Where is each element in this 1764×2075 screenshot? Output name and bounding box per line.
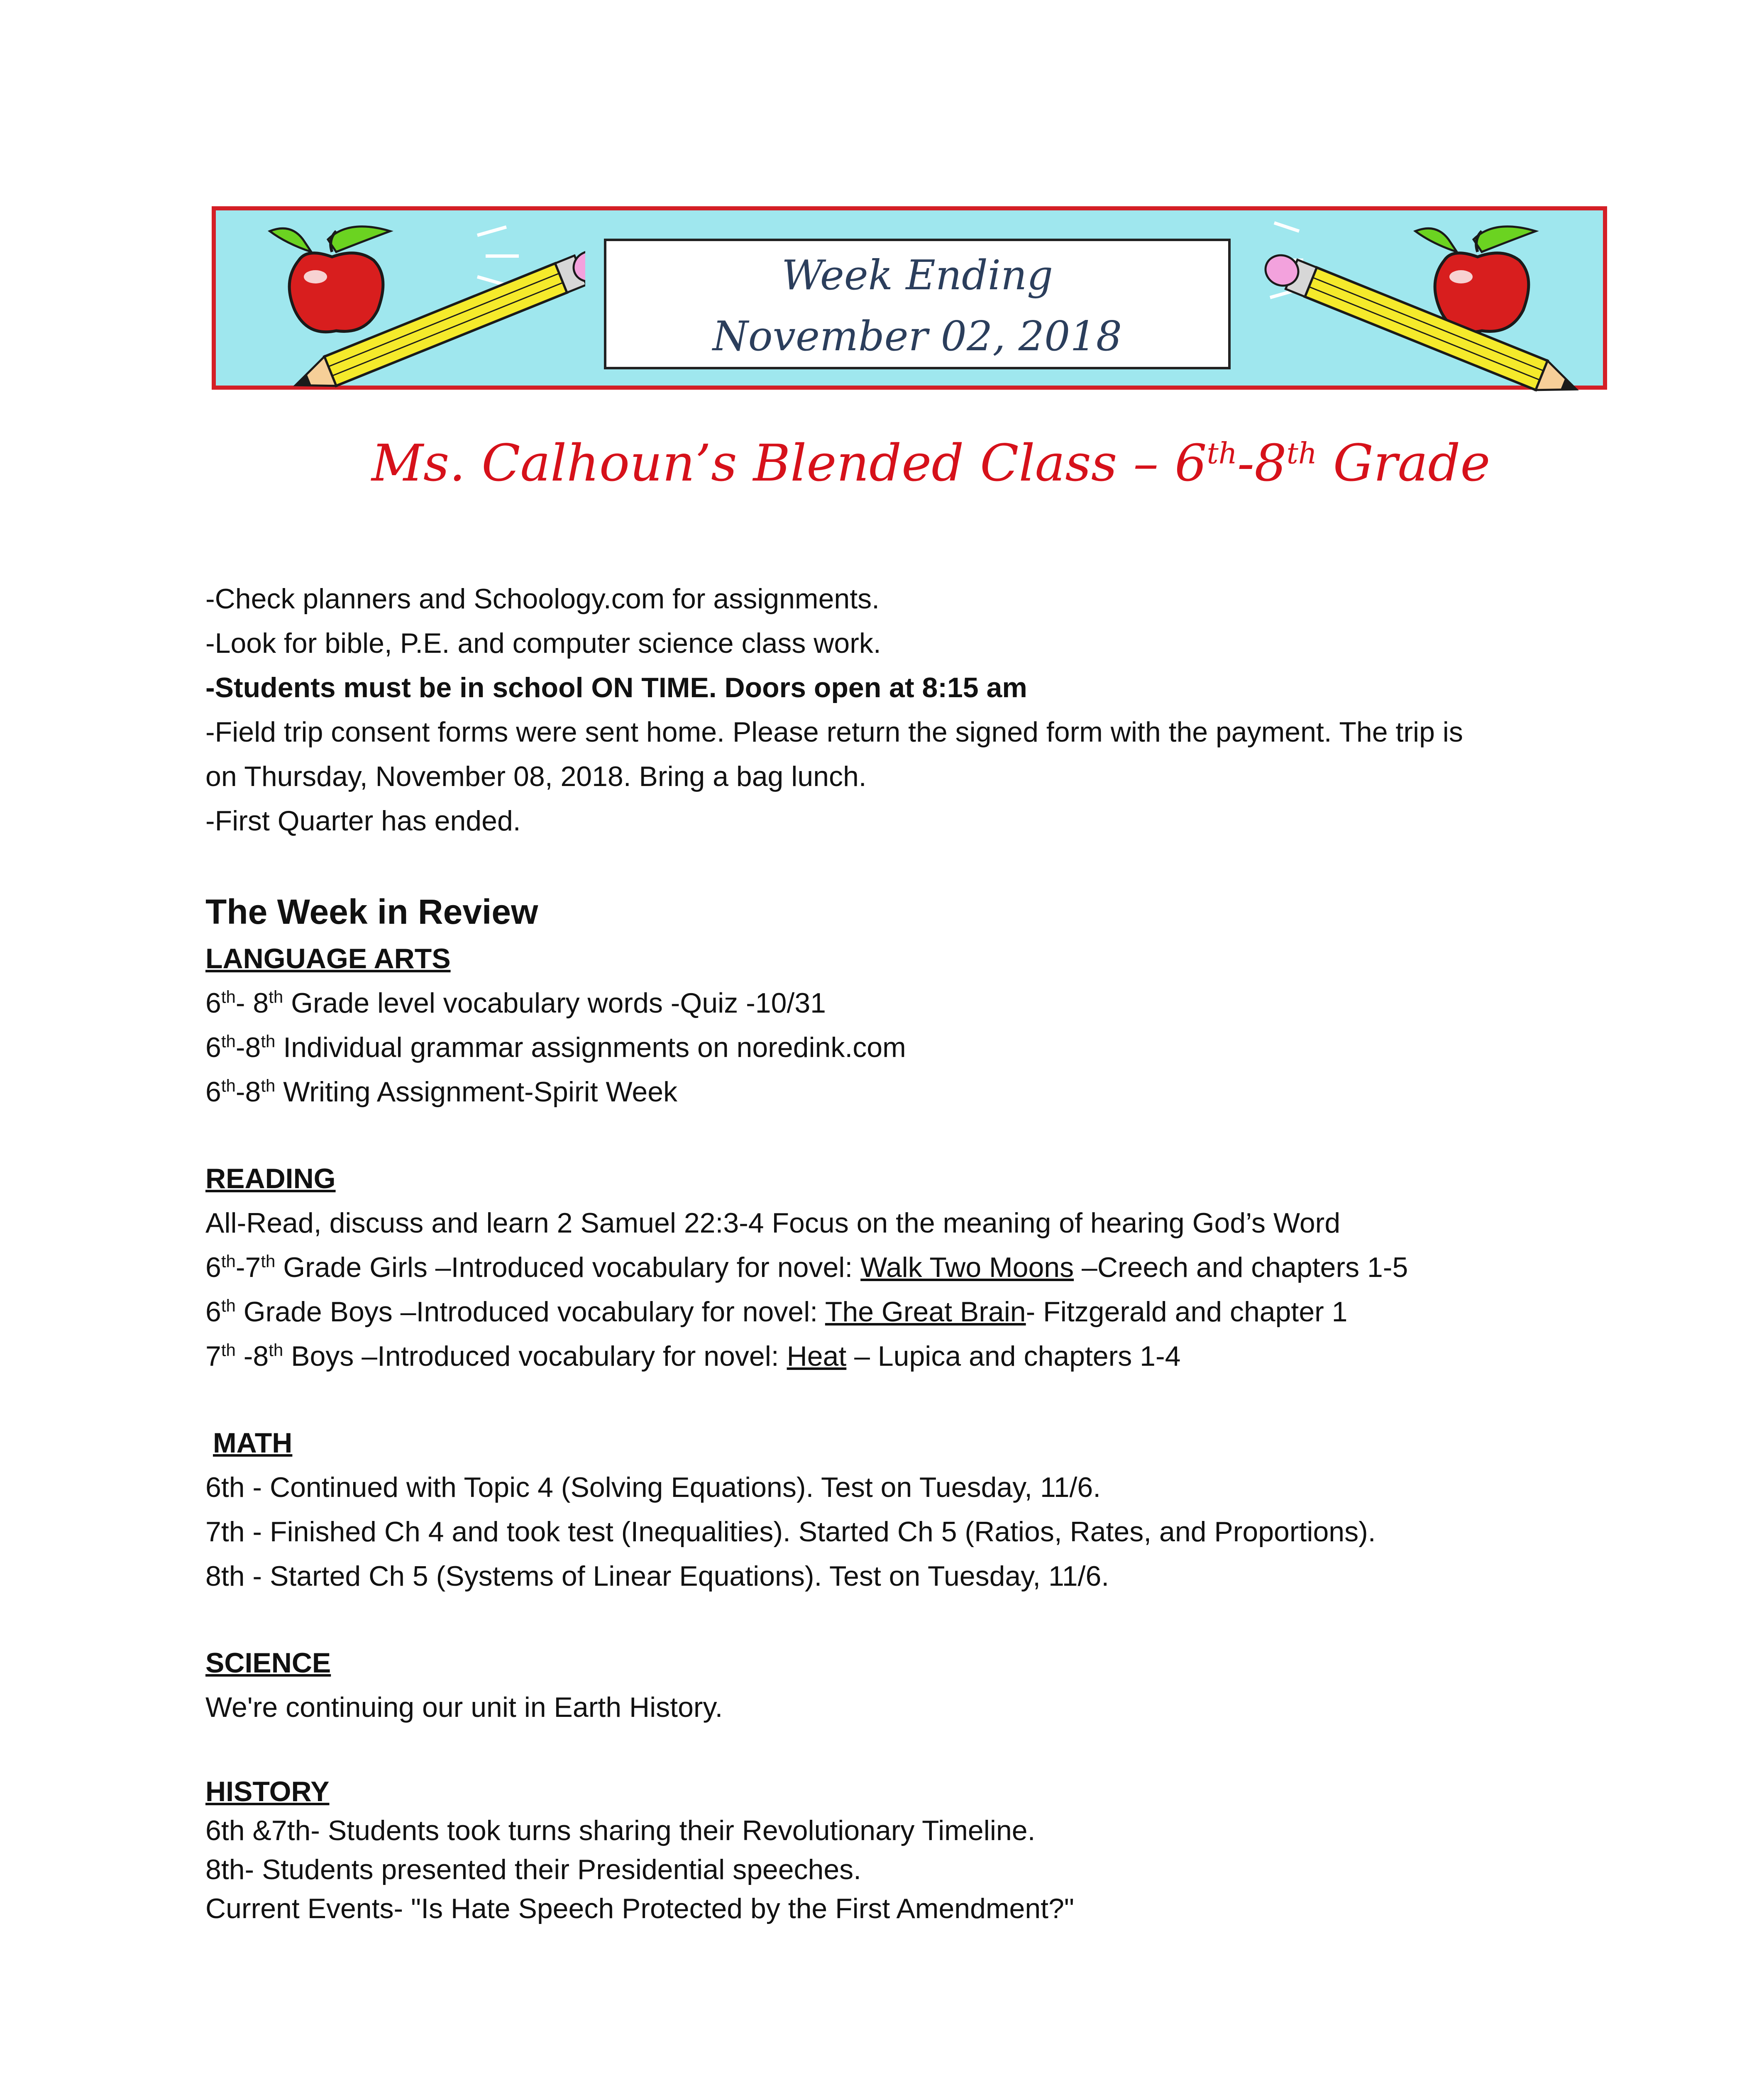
reading-line-1: All-Read, discuss and learn 2 Samuel 22:3-4 Focus on the meaning of hearing God’s Word (205, 1207, 1341, 1239)
title-suffix: Grade (1317, 434, 1490, 493)
notice-5: on Thursday, November 08, 2018. Bring a bag lunch. (205, 761, 867, 792)
notice-4: -Field trip consent forms were sent home. Please return the signed form with the payment. The trip is (205, 716, 1463, 748)
history-line-2: 8th- Students presented their Presidential speeches. (205, 1854, 862, 1885)
newsletter-body (205, 577, 1575, 1928)
title-prefix: Ms. Calhoun’s Blended Class – 6 (371, 434, 1207, 493)
book-walk-two-moons: Walk Two Moons (860, 1252, 1074, 1283)
reading-line-2: 6th-7th Grade Girls –Introduced vocabulary for novel: Walk Two Moons –Creech and chapters 1-5 (205, 1251, 1408, 1283)
math-heading: MATH (213, 1427, 293, 1459)
math-line-2: 7th - Finished Ch 4 and took test (Inequalities). Started Ch 5 (Ratios, Rates, and Proportions). (205, 1516, 1376, 1548)
title-sup2: th (1286, 436, 1317, 471)
history-line-3: Current Events- "Is Hate Speech Protected by the First Amendment?" (205, 1893, 1075, 1924)
language-arts-line-1: 6th- 8th Grade level vocabulary words -Quiz -10/31 (205, 987, 826, 1019)
book-heat: Heat (787, 1340, 847, 1372)
week-ending-box (604, 239, 1231, 369)
notice-6: -First Quarter has ended. (205, 805, 521, 837)
title-dash: -8 (1237, 434, 1287, 493)
language-arts-line-3: 6th-8th Writing Assignment-Spirit Week (205, 1076, 678, 1108)
apple-pencil-left-icon (253, 219, 585, 401)
reading-heading: READING (205, 1163, 336, 1194)
language-arts-heading: LANGUAGE ARTS (205, 943, 451, 974)
notice-2: -Look for bible, P.E. and computer science class work. (205, 627, 881, 659)
notice-3: -Students must be in school ON TIME. Doors open at 8:15 am (205, 672, 1027, 703)
history-line-1: 6th &7th- Students took turns sharing their Revolutionary Timeline. (205, 1815, 1036, 1846)
header-banner (212, 206, 1607, 390)
math-line-3: 8th - Started Ch 5 (Systems of Linear Equations). Test on Tuesday, 11/6. (205, 1560, 1109, 1592)
science-heading: SCIENCE (205, 1647, 331, 1679)
book-the-great-brain: The Great Brain (825, 1296, 1026, 1328)
week-ending-label: Week Ending (782, 252, 1053, 299)
reading-line-4: 7th -8th Boys –Introduced vocabulary for novel: Heat – Lupica and chapters 1-4 (205, 1340, 1181, 1372)
review-heading: The Week in Review (205, 892, 538, 931)
week-ending-date: November 02, 2018 (712, 313, 1122, 360)
notice-1: -Check planners and Schoology.com for assignments. (205, 583, 880, 615)
language-arts-line-2: 6th-8th Individual grammar assignments on noredink.com (205, 1031, 906, 1063)
page-title (371, 434, 1490, 493)
apple-pencil-right-icon (1241, 219, 1606, 401)
math-line-1: 6th - Continued with Topic 4 (Solving Equations). Test on Tuesday, 11/6. (205, 1472, 1101, 1503)
science-line: We're continuing our unit in Earth History. (205, 1692, 723, 1723)
title-sup1: th (1207, 436, 1237, 471)
reading-line-3: 6th Grade Boys –Introduced vocabulary for novel: The Great Brain- Fitzgerald and chapter 1 (205, 1296, 1348, 1328)
history-heading: HISTORY (205, 1776, 330, 1807)
